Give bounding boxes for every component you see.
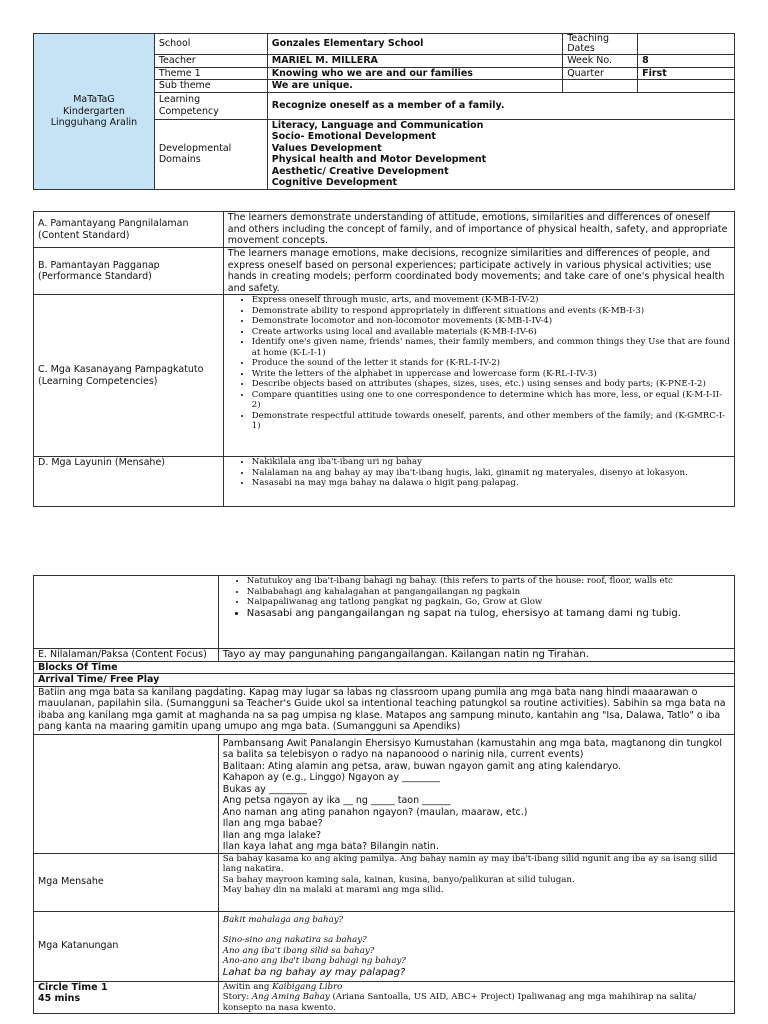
continuation-table [33, 575, 735, 1014]
katanungan-cell [218, 911, 734, 981]
competency-label: Learning Competency [154, 92, 267, 119]
routine-line: Ang petsa ngayon ay ika __ ng _____ taon ______ [222, 795, 451, 806]
objective-item: • Nalalaman na ang bahay ay may iba't-ibang hugis, laki, ginamit ng materyales, disenyo at lokasyon. [252, 468, 730, 479]
objective-item: • Nakikilala ang iba't-ibang uri ng bahay [252, 457, 730, 468]
katanungan-label: Mga Katanungan [34, 911, 219, 981]
routine-line: Ano naman ang ating panahon ngayon? (maulan, maaraw, etc.) [222, 806, 528, 818]
katanungan-line: Lahat ba ng bahay ay may palapag? [222, 966, 406, 978]
competency-value: Recognize oneself as a member of a family. [267, 92, 734, 119]
school-value: Gonzales Elementary School [267, 34, 562, 55]
competency-item: • Demonstrate respectful attitude towards oneself, parents, and other members of the family; and (K-GMRC-I-1) [252, 411, 730, 432]
teaching-dates-label: Teaching Dates [563, 34, 638, 55]
plan-title-line: Lingguhang Aralin [50, 117, 138, 128]
objective-item: • Nasasabi na may mga bahay na dalawa o higit pang palapag. [252, 478, 730, 489]
competency-item: • Compare quantities using one to one correspondence to determine which has more, less, or equal (K-M-I-II-2) [252, 390, 730, 411]
blocks-of-time-heading: Blocks Of Time [34, 661, 735, 674]
katanungan-line: Ano ang iba't ibang silid sa bahay? [222, 945, 375, 956]
content-focus-label: E. Nilalaman/Paksa (Content Focus) [34, 649, 219, 662]
domain-item: Literacy, Language and Communication [271, 119, 484, 131]
quarter-label: Quarter [563, 67, 638, 80]
objective-item: • Naibabahagi ang kahalagahan at pangangailangan ng pagkain [247, 587, 730, 598]
blank-line [223, 925, 730, 935]
objectives-list-cell [223, 457, 734, 507]
mensahe-label: Mga Mensahe [34, 853, 219, 911]
teacher-label: Teacher [154, 55, 267, 68]
empty-cell [638, 80, 735, 93]
week-label: Week No. [563, 55, 638, 68]
label-line: (Learning Competencies) [38, 375, 158, 387]
competency-item: • Create artworks using local and available materials (K-MB-I-IV-6) [252, 327, 730, 338]
performance-standard-label [34, 248, 224, 295]
domains-label: Developmental Domains [154, 119, 267, 189]
label-line: C. Mga Kasanayang Pampagkatuto [38, 364, 204, 375]
label-line: 45 mins [38, 993, 81, 1004]
circle-line [223, 982, 730, 993]
header-table [33, 33, 735, 190]
empty-cell [34, 734, 219, 853]
theme-value: Knowing who we are and our families [267, 67, 562, 80]
standards-table [33, 211, 735, 507]
routine-line: Pambansang Awit Panalangin Ehersisyo Kumustahan (kamustahin ang mga bata, magtanong din tungkol sa balita sa telebisyon o radyo na napanoood o narinig nila, current events) [222, 737, 722, 760]
plan-title-cell [34, 34, 155, 190]
arrival-text: Batiin ang mga bata sa kanilang pagdating. Kapag may lugar sa labas ng classroom upang pumila ang mga bata nang hindi maaarawan o mauulanan, papilahin sila. (Sumangguni sa Teacher's Guide ukol sa intentional teaching patungkol sa routine activities). Sabihin sa mga bata na ibaba ang kanilang mga gamit at maghanda na sa pag umpisa ng klase. Matapos ang sampung minuto, kantahin ang "Isa, Dalawa, Tatlo" o iba pang kanta na maaring gamitin upang umupo ang mga bata. (Sumangguni sa Apendiks) [34, 686, 735, 734]
empty-cell [563, 80, 638, 93]
text-span: Story: [222, 992, 252, 1002]
domain-item: Aesthetic/ Creative Development [271, 165, 449, 177]
competency-item: • Write the letters of the alphabet in uppercase and lowercase form (K-RL-I-IV-3) [252, 369, 730, 380]
objectives-more-cell [218, 576, 734, 649]
competency-item: • Identify one's given name, friends' names, their family members, and common things they Use that are found at home (K-L-I-1) [252, 337, 730, 358]
objective-item: • Nasasabi ang pangangailangan ng sapat na tulog, ehersisyo at tamang dami ng tubig. [247, 608, 730, 620]
katanungan-line: Ano-ano ang iba't ibang bahagi ng bahay? [222, 956, 406, 966]
competency-item: • Demonstrate locomotor and non-locomotor movements (K-MB-I-IV-4) [252, 316, 730, 327]
katanungan-line: Sino-sino ang nakatira sa bahay? [222, 935, 367, 945]
competency-item: • Express oneself through music, arts, and movement (K-MB-I-IV-2) [252, 295, 730, 306]
story-title: Ang Aming Bahay [251, 992, 330, 1002]
objectives-label: D. Mga Layunin (Mensahe) [34, 457, 224, 507]
objective-item: • Natutukoy ang iba't-ibang bahagi ng bahay. (this refers to parts of the house: roof, floor, walls etc [247, 576, 730, 587]
mensahe-line: Sa bahay kasama ko ang aking pamilya. Ang bahay namin ay may iba't-ibang silid ngunit ang iba ay sa isang silid lang nakatira. [222, 853, 718, 874]
content-focus-value: Tayo ay may pangunahing pangangailangan. Kailangan natin ng Tirahan. [218, 649, 734, 662]
routine-line: Ilan ang mga babae? [222, 818, 323, 829]
song-title: Kaibigang Libro [272, 981, 343, 992]
competencies-label [34, 295, 224, 457]
empty-cell [34, 576, 219, 649]
domain-item: Socio- Emotional Development [271, 131, 436, 142]
arrival-heading: Arrival Time/ Free Play [34, 674, 735, 687]
routine-line: Kahapon ay (e.g., Linggo) Ngayon ay ________ [222, 772, 440, 783]
text-span: Awitin ang [222, 981, 273, 992]
label-line: B. Pamantayan Pagganap [38, 259, 160, 271]
subtheme-value: We are unique. [267, 80, 562, 93]
routine-line: Ilan kaya lahat ang mga bata? Bilangin natin. [222, 841, 439, 852]
domain-item: Values Development [271, 142, 382, 154]
school-label: School [154, 34, 267, 55]
week-value: 8 [638, 55, 735, 68]
circle-time-label [34, 981, 219, 1014]
mensahe-cell [218, 853, 734, 911]
mensahe-line: May bahay din na malaki at marami ang mga silid. [222, 885, 444, 895]
theme-label: Theme 1 [154, 67, 267, 80]
routine-line: Balitaan: Ating alamin ang petsa, araw, buwan ngayon gamit ang ating kalendaryo. [222, 760, 622, 772]
content-standard-text: The learners demonstrate understanding of attitude, emotions, similarities and differences of oneself and others including the concept of family, and of importance of physical health, safety, and appropriate movement concepts. [223, 212, 734, 248]
competency-item: • Demonstrate ability to respond appropriately in different situations and events (K-MB-I-3) [252, 306, 730, 317]
routine-line: Bukas ay ________ [222, 783, 307, 795]
quarter-value: First [638, 67, 735, 80]
competency-item: • Produce the sound of the letter it stands for (K-RL-I-IV-2) [252, 358, 730, 369]
competency-item: • Describe objects based on attributes (shapes, sizes, uses, etc.) using senses and body parts; (K-PNE-I-2) [252, 379, 730, 390]
performance-standard-text: The learners manage emotions, make decisions, recognize similarities and differences of people, and express oneself based on personal experiences; participate actively in various physical activities; use hands in creating models; perform coordinated body movements; and take care of one's physical health and safety. [223, 248, 734, 295]
competencies-list-cell [223, 295, 734, 457]
domains-list [267, 119, 734, 189]
teacher-value: MARIEL M. MILLERA [267, 55, 562, 68]
domain-item: Cognitive Development [271, 177, 398, 188]
domain-item: Physical health and Motor Development [271, 154, 487, 165]
text-span: (Ariana Santoalla, US AID, ABC+ Project) Ipaliwanag ang mga mahihirap na salita/ konsepto na nasa kwento. [222, 992, 697, 1013]
subtheme-label: Sub theme [154, 80, 267, 93]
content-standard-label [34, 212, 224, 248]
routine-line: Ilan ang mga lalake? [222, 829, 322, 841]
label-line: (Performance Standard) [38, 271, 152, 282]
teaching-dates-value [638, 34, 735, 55]
circle-line [223, 992, 730, 1013]
label-line: (Content Standard) [38, 229, 130, 241]
plan-title-line: MaTaTaG [73, 94, 115, 105]
routine-cell [218, 734, 734, 853]
label-line: Circle Time 1 [38, 981, 108, 993]
mensahe-line: Sa bahay mayroon kaming sala, kainan, kusina, banyo/palikuran at silid tulugan. [222, 874, 575, 885]
circle-time-cell [218, 981, 734, 1014]
objective-item: • Naipapaliwanag ang tatlong pangkat ng pagkain, Go, Grow at Glow [247, 597, 730, 608]
label-line: A. Pamantayang Pangnilalaman [38, 218, 189, 229]
katanungan-line: Bakit mahalaga ang bahay? [222, 914, 344, 925]
plan-title-line: Kindergarten [63, 105, 125, 117]
